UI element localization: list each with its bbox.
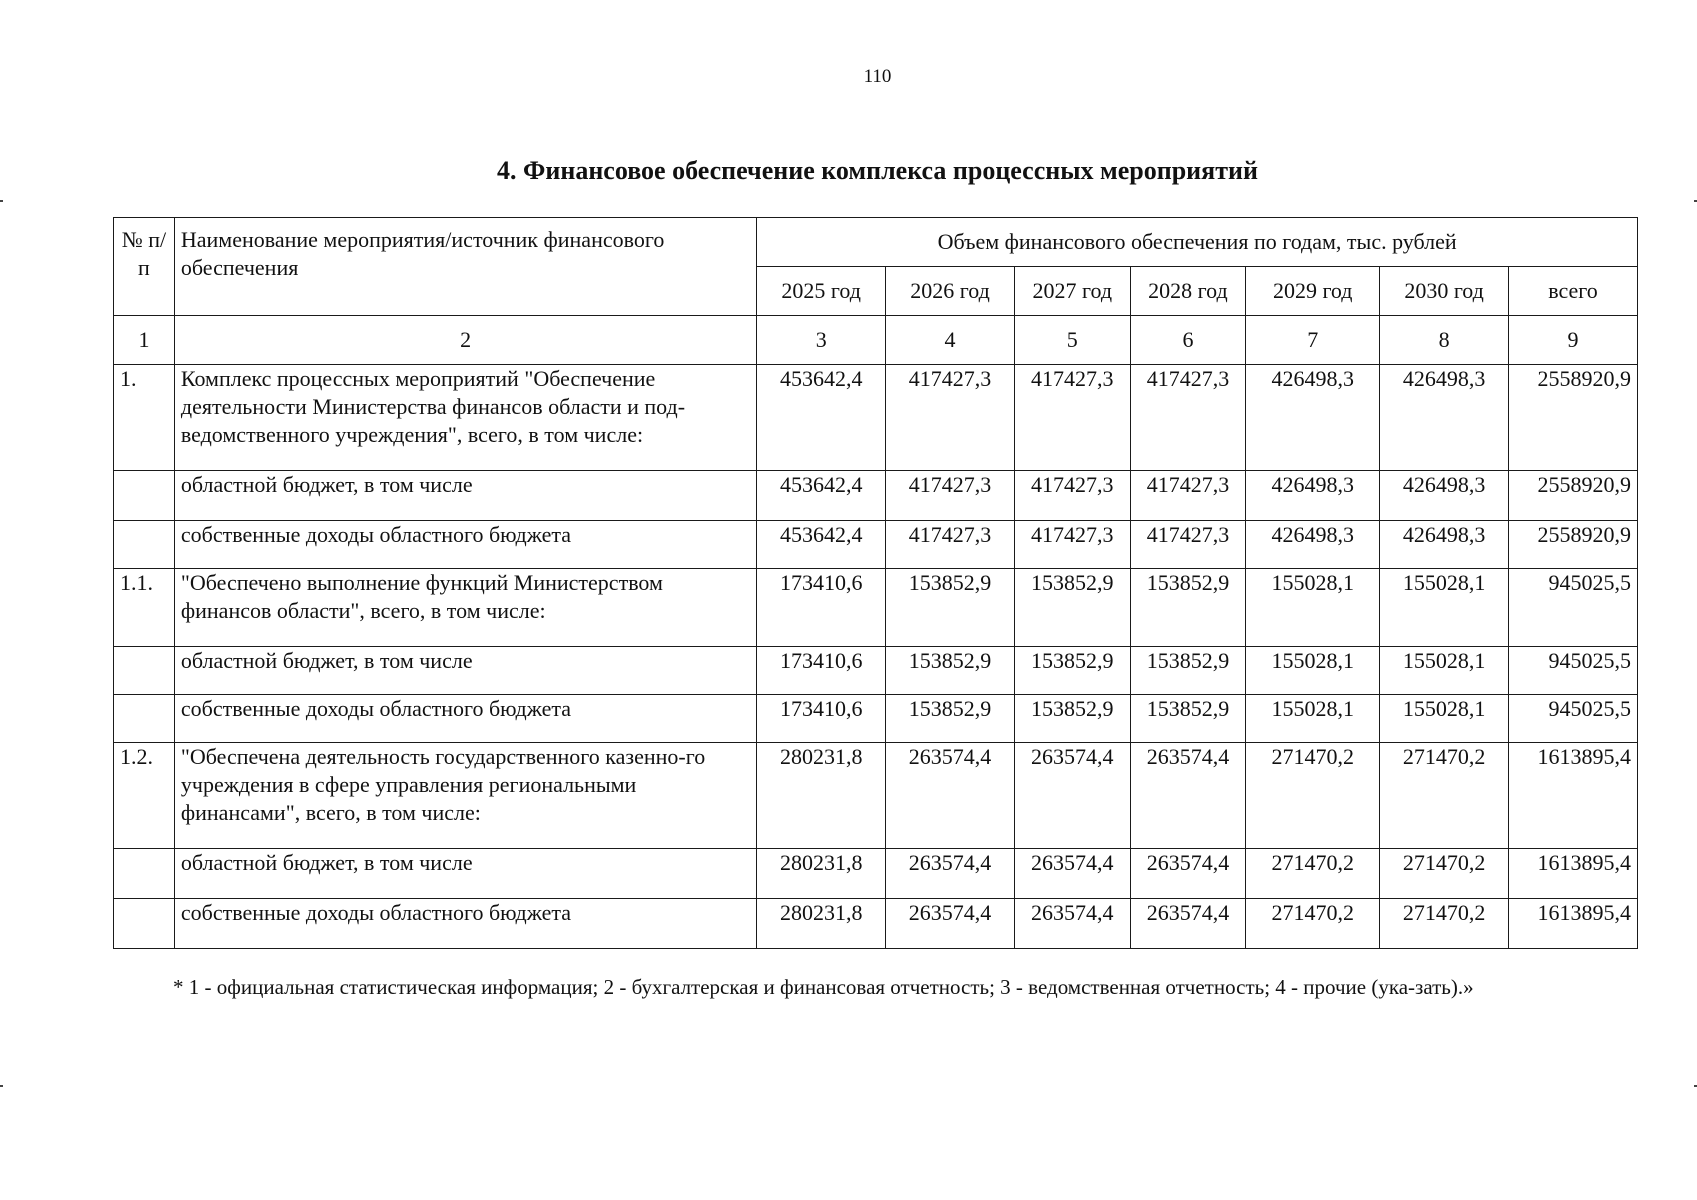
page-number: 110 [863,66,892,87]
row-number [114,899,175,949]
row-name: собственные доходы областного бюджета [174,899,756,949]
row-year-value: 153852,9 [1130,569,1246,647]
row-year-value: 155028,1 [1380,569,1509,647]
header-year-2027: 2027 год [1014,267,1130,316]
row-year-value: 271470,2 [1380,743,1509,849]
header-year-2030: 2030 год [1380,267,1509,316]
row-year-value: 153852,9 [1014,695,1130,743]
row-year-value: 263574,4 [1130,849,1246,899]
column-index: 2 [174,316,756,365]
header-volume-group: Объем финансового обеспечения по годам, тыс. рублей [757,218,1638,267]
row-name: собственные доходы областного бюджета [174,695,756,743]
header-year-2025: 2025 год [757,267,886,316]
row-year-value: 173410,6 [757,695,886,743]
row-year-value: 417427,3 [886,521,1015,569]
row-number [114,849,175,899]
row-total-value: 1613895,4 [1509,743,1638,849]
row-year-value: 280231,8 [757,743,886,849]
row-year-value: 280231,8 [757,899,886,949]
row-year-value: 417427,3 [886,471,1015,521]
row-year-value: 426498,3 [1380,521,1509,569]
header-year-2028: 2028 год [1130,267,1246,316]
column-index: 8 [1380,316,1509,365]
row-total-value: 2558920,9 [1509,521,1638,569]
row-year-value: 263574,4 [1130,899,1246,949]
row-total-value: 2558920,9 [1509,365,1638,471]
row-year-value: 453642,4 [757,365,886,471]
row-name: собственные доходы областного бюджета [174,521,756,569]
row-year-value: 453642,4 [757,521,886,569]
row-year-value: 153852,9 [886,569,1015,647]
row-total-value: 945025,5 [1509,569,1638,647]
header-year-2029: 2029 год [1246,267,1380,316]
row-year-value: 263574,4 [886,899,1015,949]
row-total-value: 945025,5 [1509,695,1638,743]
column-index: 7 [1246,316,1380,365]
header-num: № п/п [114,218,175,316]
table-row [114,471,1638,521]
row-name: Комплекс процессных мероприятий "Обеспечение деятельности Министерства финансов области и под-ведомственного учреждения", всего, в том числе: [174,365,756,471]
row-year-value: 263574,4 [886,743,1015,849]
row-year-value: 417427,3 [886,365,1015,471]
row-year-value: 155028,1 [1246,569,1380,647]
row-total-value: 1613895,4 [1509,849,1638,899]
financing-table [113,217,1638,949]
column-index: 6 [1130,316,1246,365]
row-year-value: 417427,3 [1130,521,1246,569]
row-year-value: 173410,6 [757,569,886,647]
row-year-value: 426498,3 [1380,471,1509,521]
row-year-value: 153852,9 [886,647,1015,695]
row-year-value: 263574,4 [886,849,1015,899]
column-index-row [114,316,1638,365]
column-index: 3 [757,316,886,365]
table-row [114,899,1638,949]
row-number [114,471,175,521]
row-number [114,521,175,569]
row-year-value: 153852,9 [1014,569,1130,647]
table-row [114,849,1638,899]
row-year-value: 153852,9 [1014,647,1130,695]
scan-edge-mark [0,1085,3,1087]
row-year-value: 155028,1 [1380,695,1509,743]
table-row [114,569,1638,647]
row-year-value: 426498,3 [1246,365,1380,471]
row-name: "Обеспечена деятельность государственного казенно-го учреждения в сфере управления региональными финансами", всего, в том числе: [174,743,756,849]
row-name: "Обеспечено выполнение функций Министерством финансов области", всего, в том числе: [174,569,756,647]
row-year-value: 153852,9 [1130,695,1246,743]
row-year-value: 173410,6 [757,647,886,695]
row-year-value: 271470,2 [1246,743,1380,849]
row-total-value: 945025,5 [1509,647,1638,695]
row-year-value: 417427,3 [1014,365,1130,471]
table-row [114,743,1638,849]
header-year-2026: 2026 год [886,267,1015,316]
header-total: всего [1509,267,1638,316]
row-year-value: 417427,3 [1014,471,1130,521]
row-total-value: 2558920,9 [1509,471,1638,521]
row-year-value: 263574,4 [1130,743,1246,849]
column-index: 1 [114,316,175,365]
row-number: 1. [114,365,175,471]
column-index: 4 [886,316,1015,365]
table-row [114,695,1638,743]
row-year-value: 417427,3 [1130,471,1246,521]
row-year-value: 417427,3 [1014,521,1130,569]
row-year-value: 271470,2 [1380,899,1509,949]
table-body [114,365,1638,949]
header-name: Наименование мероприятия/источник финансового обеспечения [174,218,756,316]
row-number: 1.2. [114,743,175,849]
column-index: 9 [1509,316,1638,365]
row-total-value: 1613895,4 [1509,899,1638,949]
row-year-value: 155028,1 [1380,647,1509,695]
row-name: областной бюджет, в том числе [174,647,756,695]
table-row [114,521,1638,569]
row-name: областной бюджет, в том числе [174,471,756,521]
row-year-value: 271470,2 [1246,849,1380,899]
row-year-value: 263574,4 [1014,743,1130,849]
row-year-value: 453642,4 [757,471,886,521]
row-number [114,647,175,695]
column-index: 5 [1014,316,1130,365]
section-title: 4. Финансовое обеспечение комплекса процессных мероприятий [497,156,1258,185]
row-number: 1.1. [114,569,175,647]
row-year-value: 155028,1 [1246,695,1380,743]
scan-edge-mark [0,200,3,202]
row-name: областной бюджет, в том числе [174,849,756,899]
row-year-value: 426498,3 [1246,521,1380,569]
row-year-value: 263574,4 [1014,849,1130,899]
row-year-value: 417427,3 [1130,365,1246,471]
row-year-value: 153852,9 [886,695,1015,743]
row-year-value: 280231,8 [757,849,886,899]
row-year-value: 153852,9 [1130,647,1246,695]
row-year-value: 263574,4 [1014,899,1130,949]
row-number [114,695,175,743]
table-row [114,647,1638,695]
footnote: * 1 - официальная статистическая информация; 2 - бухгалтерская и финансовая отчетность; 3 - ведомственная отчетность; 4 - прочие (ука-зать).» [173,975,1474,999]
table-row [114,365,1638,471]
row-year-value: 271470,2 [1380,849,1509,899]
row-year-value: 155028,1 [1246,647,1380,695]
row-year-value: 426498,3 [1380,365,1509,471]
row-year-value: 426498,3 [1246,471,1380,521]
row-year-value: 271470,2 [1246,899,1380,949]
